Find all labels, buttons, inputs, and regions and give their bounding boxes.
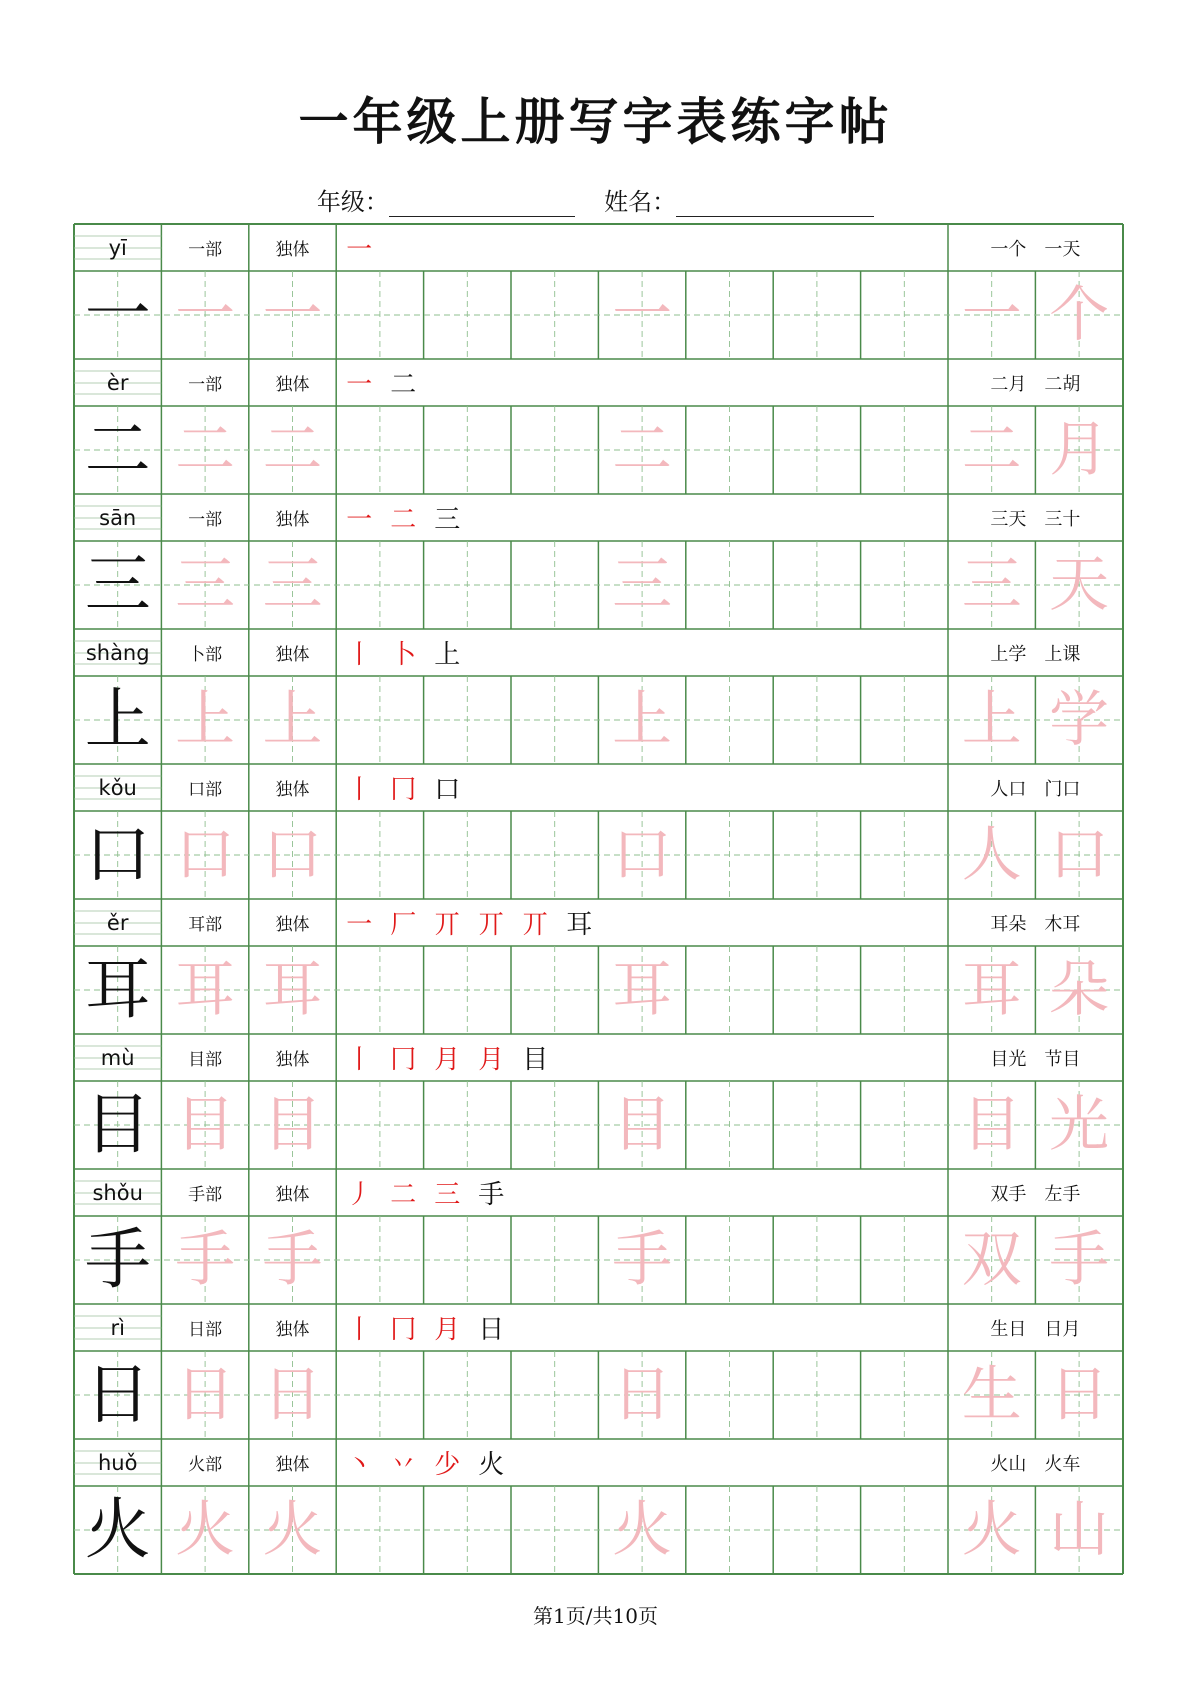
example-words: 耳朵 木耳 xyxy=(990,913,1081,935)
empty-practice-box[interactable] xyxy=(773,406,860,494)
stroke-step xyxy=(478,1309,508,1346)
word-trace-character[interactable]: 耳 xyxy=(961,955,1022,1025)
word-trace-character[interactable]: 一 xyxy=(961,280,1022,350)
model-character: 目 xyxy=(84,1086,151,1163)
stroke-step-glyph: 耳 xyxy=(566,910,597,940)
entry-info-row xyxy=(74,899,1123,946)
radical: 手部 xyxy=(188,1185,223,1205)
word-trace-character[interactable]: 三 xyxy=(961,550,1022,620)
word-trace-character[interactable]: 光 xyxy=(1049,1090,1110,1160)
structure: 独体 xyxy=(275,1320,310,1340)
empty-practice-box[interactable] xyxy=(861,541,948,629)
empty-practice-box[interactable] xyxy=(336,1216,423,1304)
stroke-step-glyph: 厂 xyxy=(390,910,421,940)
word-trace-character[interactable]: 上 xyxy=(961,685,1022,755)
stroke-step xyxy=(434,769,464,806)
empty-practice-box[interactable] xyxy=(336,1351,423,1439)
trace-character[interactable]: 二 xyxy=(612,415,673,485)
stroke-step xyxy=(346,634,376,671)
char-entry xyxy=(74,899,1123,1034)
radical: 火部 xyxy=(188,1455,223,1475)
writing-grid xyxy=(74,676,1123,764)
writing-grid xyxy=(74,1081,1123,1169)
empty-practice-box[interactable] xyxy=(861,1351,948,1439)
word-trace-character[interactable]: 生 xyxy=(961,1360,1022,1430)
empty-practice-box[interactable] xyxy=(424,406,511,494)
entry-info-row xyxy=(74,1304,1123,1351)
trace-character[interactable]: 口 xyxy=(262,820,323,890)
stroke-step-glyph: 丨 xyxy=(346,1045,377,1075)
pinyin: sān xyxy=(99,505,137,530)
empty-practice-box[interactable] xyxy=(424,676,511,764)
trace-character[interactable]: 耳 xyxy=(262,955,323,1025)
stroke-step xyxy=(346,1174,376,1211)
empty-practice-box[interactable] xyxy=(686,541,773,629)
example-words: 一个 一天 xyxy=(990,238,1081,260)
structure: 独体 xyxy=(275,1050,310,1070)
trace-character[interactable]: 二 xyxy=(175,415,236,485)
word-trace-character[interactable]: 人 xyxy=(961,820,1022,890)
empty-practice-box[interactable] xyxy=(336,676,423,764)
stroke-step xyxy=(346,499,376,536)
stroke-order xyxy=(336,1304,948,1351)
name-label: 姓名： xyxy=(604,188,677,216)
empty-practice-box[interactable] xyxy=(861,811,948,899)
trace-character[interactable]: 目 xyxy=(612,1090,673,1160)
stroke-step-glyph: 三 xyxy=(434,505,465,535)
stroke-step-glyph: 一 xyxy=(346,370,377,400)
stroke-step-glyph: 上 xyxy=(434,640,465,670)
trace-character[interactable]: 三 xyxy=(175,550,236,620)
word-trace-character[interactable]: 个 xyxy=(1049,280,1110,350)
empty-practice-box[interactable] xyxy=(336,1081,423,1169)
stroke-step-glyph: 丨 xyxy=(346,640,377,670)
stroke-step xyxy=(566,904,596,941)
trace-character[interactable]: 二 xyxy=(262,415,323,485)
empty-practice-box[interactable] xyxy=(773,1351,860,1439)
trace-character[interactable]: 三 xyxy=(262,550,323,620)
word-trace-character[interactable]: 学 xyxy=(1049,685,1110,755)
stroke-step-glyph: 丶 xyxy=(346,1450,377,1480)
stroke-step xyxy=(390,499,420,536)
trace-character[interactable]: 耳 xyxy=(175,955,236,1025)
pinyin: mù xyxy=(100,1045,135,1070)
stroke-step xyxy=(434,499,464,536)
radical: 一部 xyxy=(188,510,223,530)
radical: 口部 xyxy=(188,780,223,800)
stroke-order xyxy=(336,359,948,406)
radical: 卜部 xyxy=(188,645,223,665)
stroke-step xyxy=(390,904,420,941)
empty-practice-box[interactable] xyxy=(686,811,773,899)
practice-sheet xyxy=(74,224,1123,1569)
stroke-step xyxy=(478,904,508,941)
stroke-step xyxy=(478,1174,508,1211)
stroke-step xyxy=(346,1444,376,1481)
trace-character[interactable]: 目 xyxy=(262,1090,323,1160)
stroke-step-glyph: 丌 xyxy=(434,910,465,940)
stroke-step-glyph: 一 xyxy=(346,910,377,940)
structure: 独体 xyxy=(275,240,310,260)
trace-character[interactable]: 手 xyxy=(612,1225,673,1295)
stroke-step-glyph: 月 xyxy=(434,1315,465,1345)
empty-practice-box[interactable] xyxy=(686,1216,773,1304)
empty-practice-box[interactable] xyxy=(336,541,423,629)
grade-input-line[interactable] xyxy=(389,188,575,217)
pinyin: kǒu xyxy=(98,775,137,800)
empty-practice-box[interactable] xyxy=(773,946,860,1034)
entry-info-row xyxy=(74,1034,1123,1081)
stroke-step xyxy=(478,1444,508,1481)
char-entry xyxy=(74,494,1123,629)
empty-practice-box[interactable] xyxy=(424,1081,511,1169)
structure: 独体 xyxy=(275,1185,310,1205)
stroke-step xyxy=(478,1039,508,1076)
empty-practice-box[interactable] xyxy=(773,1486,860,1574)
trace-character[interactable]: 火 xyxy=(612,1495,673,1565)
trace-character[interactable]: 手 xyxy=(262,1225,323,1295)
empty-practice-box[interactable] xyxy=(861,676,948,764)
structure: 独体 xyxy=(275,1455,310,1475)
word-trace-character[interactable]: 二 xyxy=(961,415,1022,485)
stroke-step-glyph: 一 xyxy=(346,505,377,535)
stroke-step xyxy=(390,1039,420,1076)
word-trace-character[interactable]: 月 xyxy=(1049,415,1110,485)
empty-practice-box[interactable] xyxy=(773,676,860,764)
stroke-step-glyph: 冂 xyxy=(390,775,421,805)
word-trace-character[interactable]: 双 xyxy=(961,1225,1022,1295)
entry-info-row xyxy=(74,359,1123,406)
stroke-step-glyph: 二 xyxy=(390,1180,421,1210)
pinyin: yī xyxy=(108,235,127,260)
stroke-step xyxy=(346,769,376,806)
structure: 独体 xyxy=(275,645,310,665)
stroke-step-glyph: 冂 xyxy=(390,1045,421,1075)
empty-practice-box[interactable] xyxy=(773,1081,860,1169)
stroke-step xyxy=(390,634,420,671)
empty-practice-box[interactable] xyxy=(424,271,511,359)
grade-label: 年级： xyxy=(316,188,389,216)
entry-info-row xyxy=(74,1169,1123,1216)
model-character: 二 xyxy=(84,411,151,488)
empty-practice-box[interactable] xyxy=(686,406,773,494)
writing-grid xyxy=(74,1216,1123,1304)
radical: 目部 xyxy=(188,1050,223,1070)
stroke-order xyxy=(336,764,948,811)
entry-info-row xyxy=(74,494,1123,541)
stroke-step xyxy=(346,1309,376,1346)
stroke-step-glyph: 火 xyxy=(478,1450,509,1480)
empty-practice-box[interactable] xyxy=(511,271,598,359)
word-trace-character[interactable]: 目 xyxy=(961,1090,1022,1160)
trace-character[interactable]: 口 xyxy=(612,820,673,890)
stroke-step xyxy=(434,904,464,941)
model-character: 火 xyxy=(84,1491,151,1568)
word-trace-character[interactable]: 山 xyxy=(1049,1495,1110,1565)
empty-practice-box[interactable] xyxy=(336,1486,423,1574)
empty-practice-box[interactable] xyxy=(424,541,511,629)
stroke-order xyxy=(336,1169,948,1216)
trace-character[interactable]: 一 xyxy=(612,280,673,350)
stroke-step-glyph: 一 xyxy=(346,235,377,265)
trace-character[interactable]: 一 xyxy=(175,280,236,350)
empty-practice-box[interactable] xyxy=(511,1081,598,1169)
radical: 耳部 xyxy=(188,915,223,935)
trace-character[interactable]: 三 xyxy=(612,550,673,620)
empty-practice-box[interactable] xyxy=(773,1216,860,1304)
stroke-step-glyph: 口 xyxy=(434,775,465,805)
trace-character[interactable]: 火 xyxy=(262,1495,323,1565)
structure: 独体 xyxy=(275,915,310,935)
stroke-step xyxy=(346,1039,376,1076)
trace-character[interactable]: 耳 xyxy=(612,955,673,1025)
empty-practice-box[interactable] xyxy=(511,676,598,764)
stroke-step-glyph: 少 xyxy=(434,1450,465,1480)
trace-character[interactable]: 日 xyxy=(262,1360,323,1430)
stroke-step xyxy=(390,1309,420,1346)
writing-grid xyxy=(74,811,1123,899)
writing-grid xyxy=(74,946,1123,1034)
name-input-line[interactable] xyxy=(676,188,874,217)
char-entry xyxy=(74,1439,1123,1574)
empty-practice-box[interactable] xyxy=(424,946,511,1034)
stroke-step-glyph: 丌 xyxy=(478,910,509,940)
radical: 一部 xyxy=(188,240,223,260)
stroke-step-glyph: 二 xyxy=(390,505,421,535)
example-words: 火山 火车 xyxy=(990,1453,1081,1475)
empty-practice-box[interactable] xyxy=(511,946,598,1034)
stroke-step xyxy=(522,1039,552,1076)
stroke-step xyxy=(434,1039,464,1076)
stroke-step xyxy=(390,1444,420,1481)
entry-info-row xyxy=(74,224,1123,271)
stroke-step-glyph: 目 xyxy=(522,1045,553,1075)
stroke-step xyxy=(434,1309,464,1346)
stroke-step xyxy=(346,904,376,941)
trace-character[interactable]: 火 xyxy=(175,1495,236,1565)
trace-character[interactable]: 日 xyxy=(175,1360,236,1430)
char-entry xyxy=(74,1034,1123,1169)
trace-character[interactable]: 上 xyxy=(262,685,323,755)
stroke-step-glyph: 日 xyxy=(478,1315,509,1345)
stroke-step-glyph: 丿 xyxy=(346,1180,377,1210)
empty-practice-box[interactable] xyxy=(424,811,511,899)
stroke-order xyxy=(336,899,948,946)
stroke-step-glyph: 丨 xyxy=(346,775,377,805)
stroke-step-glyph: 二 xyxy=(390,370,421,400)
writing-grid xyxy=(74,1486,1123,1574)
char-entry xyxy=(74,629,1123,764)
stroke-step-glyph: 月 xyxy=(434,1045,465,1075)
trace-character[interactable]: 一 xyxy=(262,280,323,350)
trace-character[interactable]: 日 xyxy=(612,1360,673,1430)
stroke-step xyxy=(434,634,464,671)
pinyin: èr xyxy=(106,370,129,395)
trace-character[interactable]: 手 xyxy=(175,1225,236,1295)
structure: 独体 xyxy=(275,780,310,800)
word-trace-character[interactable]: 朵 xyxy=(1049,955,1110,1025)
word-trace-character[interactable]: 手 xyxy=(1049,1225,1110,1295)
stroke-step-glyph: 手 xyxy=(478,1180,509,1210)
char-entry xyxy=(74,359,1123,494)
char-entry xyxy=(74,764,1123,899)
student-info-fields xyxy=(0,182,1191,217)
empty-practice-box[interactable] xyxy=(686,271,773,359)
empty-practice-box[interactable] xyxy=(861,1486,948,1574)
empty-practice-box[interactable] xyxy=(773,811,860,899)
empty-practice-box[interactable] xyxy=(511,811,598,899)
page-footer: 第1页/共10页 xyxy=(533,1604,658,1628)
radical: 日部 xyxy=(188,1320,223,1340)
stroke-step-glyph: 月 xyxy=(478,1045,509,1075)
writing-grid xyxy=(74,271,1123,359)
empty-practice-box[interactable] xyxy=(336,406,423,494)
example-words: 生日 日月 xyxy=(990,1318,1081,1340)
empty-practice-box[interactable] xyxy=(424,1216,511,1304)
radical: 一部 xyxy=(188,375,223,395)
pinyin: shàng xyxy=(85,640,150,665)
stroke-step-glyph: 三 xyxy=(434,1180,465,1210)
empty-practice-box[interactable] xyxy=(861,271,948,359)
writing-grid xyxy=(74,1351,1123,1439)
empty-practice-box[interactable] xyxy=(861,406,948,494)
stroke-step xyxy=(390,364,420,401)
trace-character[interactable]: 目 xyxy=(175,1090,236,1160)
example-words: 双手 左手 xyxy=(990,1183,1081,1205)
stroke-step xyxy=(522,904,552,941)
example-words: 二月 二胡 xyxy=(990,373,1081,395)
empty-practice-box[interactable] xyxy=(686,1081,773,1169)
stroke-step xyxy=(434,1444,464,1481)
entry-info-row xyxy=(74,1439,1123,1486)
stroke-order xyxy=(336,224,948,271)
stroke-step xyxy=(390,769,420,806)
empty-practice-box[interactable] xyxy=(686,946,773,1034)
char-entry xyxy=(74,1304,1123,1439)
example-words: 上学 上课 xyxy=(990,643,1081,665)
example-words: 人口 门口 xyxy=(990,778,1081,800)
empty-practice-box[interactable] xyxy=(424,1486,511,1574)
stroke-step xyxy=(390,1174,420,1211)
empty-practice-box[interactable] xyxy=(686,676,773,764)
stroke-step xyxy=(346,229,376,266)
empty-practice-box[interactable] xyxy=(861,1216,948,1304)
word-trace-character[interactable]: 日 xyxy=(1049,1360,1110,1430)
pinyin: huǒ xyxy=(97,1450,138,1475)
char-entry xyxy=(74,1169,1123,1304)
word-trace-character[interactable]: 火 xyxy=(961,1495,1022,1565)
stroke-step-glyph: 丌 xyxy=(522,910,553,940)
stroke-step-glyph: 冂 xyxy=(390,1315,421,1345)
pinyin: ěr xyxy=(106,910,129,935)
stroke-step xyxy=(434,1174,464,1211)
empty-practice-box[interactable] xyxy=(336,811,423,899)
empty-practice-box[interactable] xyxy=(773,271,860,359)
example-words: 三天 三十 xyxy=(990,508,1081,530)
model-character: 日 xyxy=(84,1356,151,1433)
stroke-step-glyph: 丷 xyxy=(390,1450,421,1480)
word-trace-character[interactable]: 天 xyxy=(1049,550,1110,620)
stroke-step xyxy=(346,364,376,401)
pinyin: rì xyxy=(110,1315,125,1340)
word-trace-character[interactable]: 口 xyxy=(1049,820,1110,890)
stroke-step-glyph: 丨 xyxy=(346,1315,377,1345)
stroke-order xyxy=(336,1034,948,1081)
model-character: 手 xyxy=(84,1221,151,1298)
model-character: 三 xyxy=(84,546,151,623)
trace-character[interactable]: 上 xyxy=(612,685,673,755)
model-character: 口 xyxy=(84,816,151,893)
stroke-order xyxy=(336,629,948,676)
empty-practice-box[interactable] xyxy=(773,541,860,629)
empty-practice-box[interactable] xyxy=(861,1081,948,1169)
empty-practice-box[interactable] xyxy=(686,1486,773,1574)
entry-info-row xyxy=(74,629,1123,676)
entry-info-row xyxy=(74,764,1123,811)
empty-practice-box[interactable] xyxy=(424,1351,511,1439)
empty-practice-box[interactable] xyxy=(511,1351,598,1439)
empty-practice-box[interactable] xyxy=(511,541,598,629)
stroke-order xyxy=(336,1439,948,1486)
stroke-step-glyph: 卜 xyxy=(390,640,421,670)
pinyin: shǒu xyxy=(92,1180,143,1205)
page-title: 一年级上册写字表练字帖 xyxy=(298,92,893,151)
char-entry xyxy=(74,224,1123,359)
model-character: 耳 xyxy=(84,951,151,1028)
stroke-order xyxy=(336,494,948,541)
writing-grid xyxy=(74,406,1123,494)
empty-practice-box[interactable] xyxy=(511,1486,598,1574)
empty-practice-box[interactable] xyxy=(686,1351,773,1439)
empty-practice-box[interactable] xyxy=(336,271,423,359)
writing-grid xyxy=(74,541,1123,629)
structure: 独体 xyxy=(275,510,310,530)
model-character: 一 xyxy=(84,276,151,353)
trace-character[interactable]: 口 xyxy=(175,820,236,890)
empty-practice-box[interactable] xyxy=(511,406,598,494)
empty-practice-box[interactable] xyxy=(511,1216,598,1304)
empty-practice-box[interactable] xyxy=(336,946,423,1034)
empty-practice-box[interactable] xyxy=(861,946,948,1034)
model-character: 上 xyxy=(84,681,151,758)
trace-character[interactable]: 上 xyxy=(175,685,236,755)
structure: 独体 xyxy=(275,375,310,395)
example-words: 目光 节目 xyxy=(990,1048,1081,1070)
